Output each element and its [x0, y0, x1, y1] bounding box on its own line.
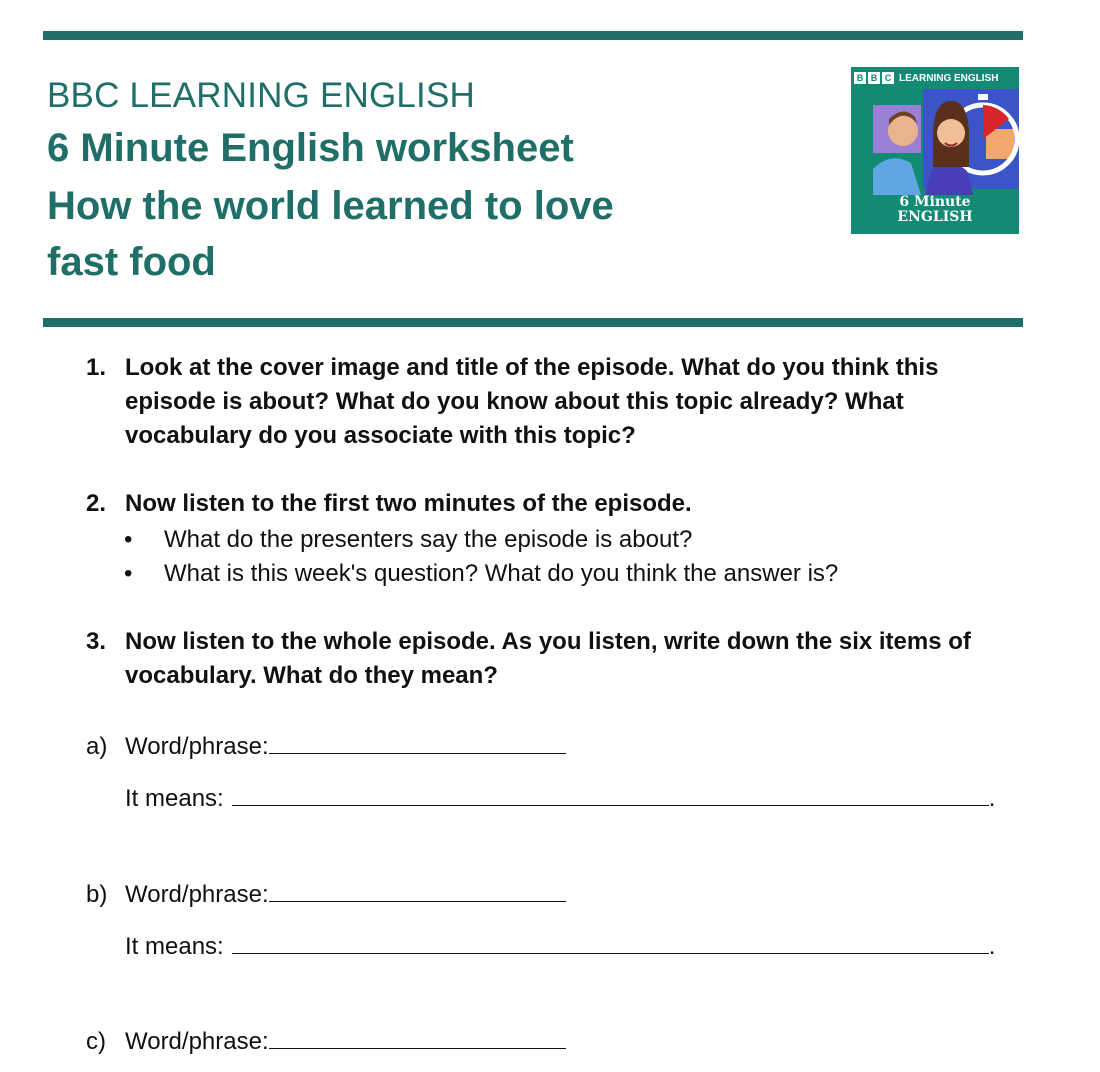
- question-text: Look at the cover image and title of the episode. What do you think this episode is about? What do you know about this topic already? What vocabulary do you associate with this topic?: [125, 354, 939, 449]
- bullet-icon: •: [124, 526, 133, 553]
- meaning-blank[interactable]: [232, 929, 989, 954]
- cover-brand: LEARNING ENGLISH: [899, 72, 999, 84]
- word-phrase-blank[interactable]: [269, 729, 566, 754]
- bullet-text: What do the presenters say the episode is about?: [164, 526, 693, 553]
- cover-title-line2: ENGLISH: [897, 209, 973, 225]
- item-letter: c): [86, 1028, 106, 1055]
- question-number: 2.: [86, 490, 107, 517]
- meaning-period: .: [988, 785, 996, 812]
- bbc-logo-c: C: [882, 72, 894, 84]
- episode-title-line1: How the world learned to love: [47, 184, 614, 228]
- word-phrase-blank[interactable]: [269, 877, 566, 902]
- bbc-logo-b1: B: [854, 72, 866, 84]
- top-divider: [43, 31, 1023, 40]
- item-letter: a): [86, 733, 108, 760]
- bullet-text: What is this week's question? What do you think the answer is?: [164, 560, 839, 587]
- cover-title: [851, 195, 1019, 225]
- question-text: Now listen to the whole episode. As you listen, write down the six items of vocabulary. What do they mean?: [125, 628, 971, 689]
- word-phrase-blank[interactable]: [269, 1024, 566, 1049]
- question-number: 3.: [86, 628, 107, 655]
- cover-image: [851, 67, 1019, 234]
- item-letter: b): [86, 881, 108, 908]
- bullet-icon: •: [124, 560, 133, 587]
- word-phrase-label: Word/phrase:: [125, 733, 269, 760]
- word-phrase-label: Word/phrase:: [125, 1028, 269, 1055]
- cover-header: [851, 69, 1019, 87]
- word-phrase-label: Word/phrase:: [125, 881, 269, 908]
- meaning-label: It means:: [125, 933, 224, 960]
- vocab-item-c: [86, 1024, 566, 1059]
- brand-heading: BBC LEARNING ENGLISH: [47, 76, 475, 115]
- worksheet-title: 6 Minute English worksheet: [47, 126, 574, 170]
- section-divider: [43, 318, 1023, 327]
- vocab-item-a: [86, 729, 566, 764]
- meaning-row-b: [125, 929, 995, 964]
- meaning-blank[interactable]: [232, 781, 989, 806]
- meaning-label: It means:: [125, 785, 224, 812]
- episode-title-line2: fast food: [47, 240, 216, 284]
- vocab-item-b: [86, 877, 566, 912]
- meaning-period: .: [988, 933, 996, 960]
- meaning-row-a: [125, 781, 995, 816]
- question-text: Now listen to the first two minutes of the episode.: [125, 490, 692, 517]
- question-number: 1.: [86, 354, 107, 381]
- bbc-logo-b2: B: [868, 72, 880, 84]
- cover-title-line1: 6 Minute: [899, 194, 971, 210]
